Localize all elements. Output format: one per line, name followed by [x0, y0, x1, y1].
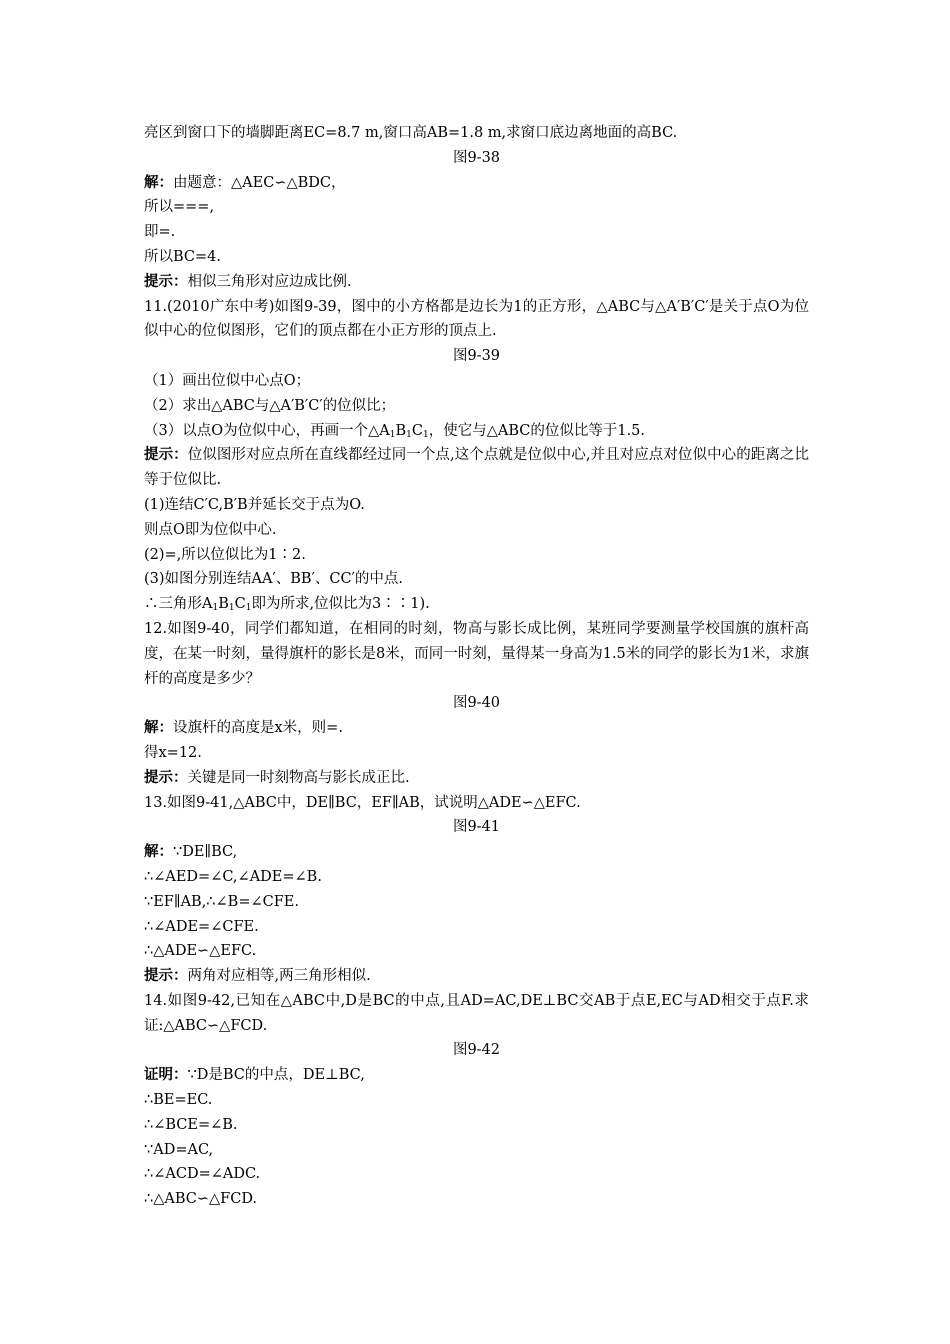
labeled-line: [144, 840, 809, 865]
text-line: 亮区到窗口下的墙脚距离EC=8.7 m,窗口高AB=1.8 m,求窗口底边离地面的高BC.: [144, 125, 678, 141]
text-line: ∴△ABC∽△FCD.: [144, 1191, 258, 1208]
subscript: 1: [228, 603, 235, 614]
text-line: (3)如图分别连结AA′、BB′、CC′的中点.: [144, 571, 403, 588]
subscript: 1: [212, 603, 219, 614]
text-segment: B: [218, 596, 229, 613]
labeled-line: [144, 171, 809, 196]
answer-text: 关键是同一时刻物高与影长成正比.: [187, 769, 410, 786]
answer-label: 提示：: [144, 272, 188, 290]
text-line: ∴∠ADE=∠CFE.: [144, 918, 259, 935]
text-line: 则点O即为位似中心.: [144, 521, 277, 538]
text-line: 所以BC=4.: [144, 248, 222, 265]
labeled-line: [144, 443, 809, 493]
answer-label: 解：: [144, 719, 173, 737]
labeled-line: [144, 716, 809, 741]
subscript: 1: [389, 429, 396, 440]
question-paragraph: 14.如图9-42,已知在△ABC中,D是BC的中点,且AD=AC,DE⊥BC交AB于点E,EC与AD相交于点F.求证:△ABC∽△FCD.: [144, 992, 809, 1034]
figure-caption: 图9-40: [452, 695, 501, 712]
text-segment: ∴三角形A: [144, 596, 213, 613]
labeled-line: [144, 964, 809, 989]
text-segment: （3）以点O为位似中心，再画一个△A: [144, 422, 390, 439]
text-line: ∵EF∥AB,∴∠B=∠CFE.: [144, 893, 299, 910]
text-line: [144, 419, 809, 444]
text-line: （1）画出位似中心点O；: [144, 372, 311, 389]
text-segment: C: [234, 596, 246, 613]
text-line: ∴∠BCE=∠B.: [144, 1116, 238, 1133]
subscript: 1: [422, 429, 429, 440]
text-segment: ，使它与△ABC的位似比等于1.5.: [428, 422, 646, 439]
labeled-line: [144, 270, 809, 295]
text-line: (2)=,所以位似比为1∶2.: [144, 546, 306, 563]
answer-label: 提示：: [144, 446, 188, 464]
figure-caption: 图9-38: [452, 149, 501, 166]
question-paragraph: 11.(2010广东中考)如图9-39，图中的小方格都是边长为1的正方形，△ABC与△A′B′C′是关于点O为位似中心的位似图形，它们的顶点都在小正方形的顶点上.: [144, 298, 809, 340]
text-line: ∴△ADE∽△EFC.: [144, 943, 257, 960]
answer-text: 位似图形对应点所在直线都经过同一个点,这个点就是位似中心,并且对应点对位似中心的距离之比等于位似比.: [144, 447, 810, 489]
question-paragraph: 12.如图9-40，同学们都知道，在相同的时刻，物高与影长成比例，某班同学要测量学校国旗的旗杆高度，在某一时刻，量得旗杆的影长是8米，而同一时刻，量得某一身高为1.5米的同学的影长为1米，求旗杆的高度是多少？: [144, 620, 810, 687]
document-body: [144, 121, 809, 1212]
answer-text: 两角对应相等,两三角形相似.: [187, 968, 371, 985]
labeled-line: [144, 766, 809, 791]
text-line: 13.如图9-41,△ABC中，DE∥BC，EF∥AB，试说明△ADE∽△EFC.: [144, 794, 581, 811]
text-segment: C: [411, 422, 423, 439]
figure-caption: 图9-39: [452, 348, 501, 365]
answer-text: ∵D是BC的中点，DE⊥BC,: [187, 1067, 365, 1084]
subscript: 1: [406, 429, 412, 440]
answer-text: 由题意：△AEC∽△BDC，: [173, 174, 346, 191]
answer-text: 设旗杆的高度是x米，则=.: [173, 720, 343, 737]
answer-text: 相似三角形对应边成比例.: [187, 273, 352, 290]
text-segment: B: [395, 422, 407, 439]
text-line: (1)连结C′C,B′B并延长交于点为O.: [144, 496, 365, 513]
answer-label: 证明：: [144, 1066, 188, 1084]
text-line: 得x=12.: [144, 744, 202, 761]
answer-text: ∵DE∥BC,: [173, 844, 238, 861]
text-line: ∴BE=EC.: [144, 1092, 213, 1109]
text-line: （2）求出△ABC与△A′B′C′的位似比；: [144, 397, 396, 414]
text-line: [144, 592, 809, 617]
text-segment: 即为所求,位似比为3∶∶1).: [251, 596, 430, 613]
text-line: 所以===,: [144, 199, 215, 216]
figure-caption: 图9-41: [452, 819, 501, 836]
subscript: 1: [245, 603, 252, 614]
text-line: ∵AD=AC,: [144, 1141, 214, 1158]
figure-caption: 图9-42: [452, 1042, 501, 1059]
text-line: ∴∠ACD=∠ADC.: [144, 1166, 261, 1183]
text-line: ∴∠AED=∠C,∠ADE=∠B.: [144, 868, 322, 885]
answer-label: 解：: [144, 173, 173, 191]
text-line: 即=.: [144, 224, 176, 241]
labeled-line: [144, 1063, 809, 1088]
answer-label: 提示：: [144, 768, 188, 786]
answer-label: 解：: [144, 843, 173, 861]
answer-label: 提示：: [144, 967, 188, 985]
